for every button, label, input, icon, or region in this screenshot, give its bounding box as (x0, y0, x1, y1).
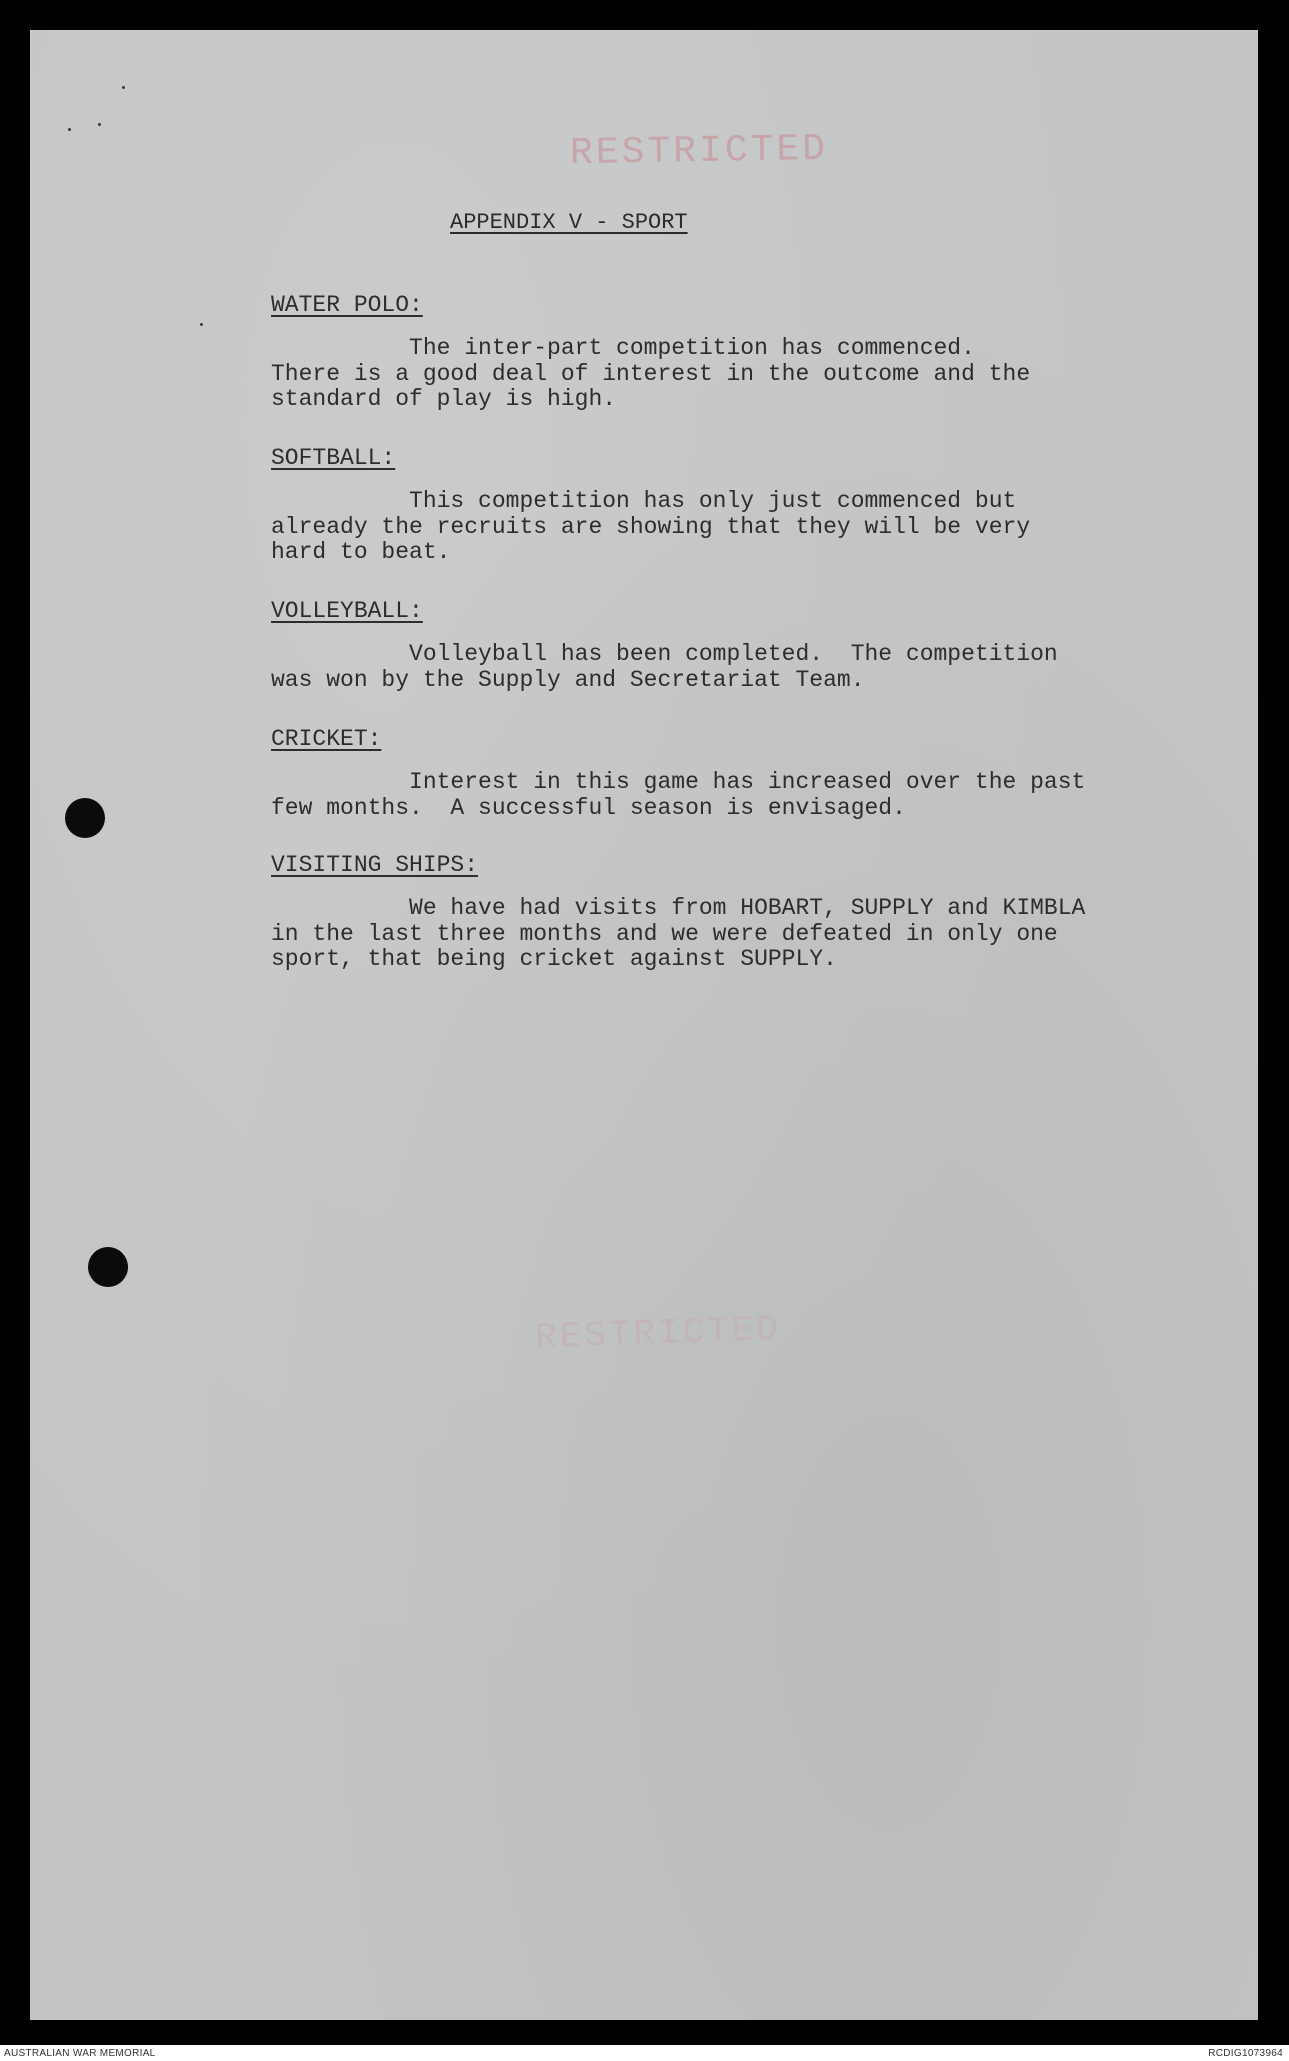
section-body: Volleyball has been completed. The competition was won by the Supply and Secretariat Team. (271, 641, 1058, 693)
archive-credit: AUSTRALIAN WAR MEMORIAL (4, 2048, 156, 2059)
section-heading: SOFTBALL: (271, 445, 396, 471)
section-heading: VOLLEYBALL: (271, 598, 423, 624)
section-heading: CRICKET: (271, 726, 382, 752)
paper-speck (68, 128, 71, 131)
section-heading: VISITING SHIPS: (271, 852, 479, 878)
paper-speck (200, 323, 203, 326)
restricted-stamp-bottom: RESTRICTED (534, 1308, 782, 1359)
page-title: APPENDIX V - SPORT (450, 210, 688, 235)
punch-hole-lower (88, 1247, 128, 1287)
archive-reference: RCDIG1073964 (1208, 2048, 1283, 2059)
section-body: This competition has only just commenced but already the recruits are showing that they will be very hard to beat. (271, 488, 1031, 565)
section-volleyball (271, 598, 1058, 693)
section-cricket (271, 726, 1085, 821)
section-body: The inter-part competition has commenced. There is a good deal of interest in the outcome and the standard of play is high. (271, 335, 1031, 412)
section-visiting-ships (271, 852, 1085, 973)
document-page (30, 30, 1258, 2020)
paper-speck (98, 123, 101, 126)
section-softball (271, 445, 1030, 566)
paper-speck (122, 86, 125, 89)
section-body: Interest in this game has increased over the past few months. A successful season is envisaged. (271, 769, 1086, 821)
section-heading: WATER POLO: (271, 292, 423, 318)
punch-hole-upper (65, 798, 105, 838)
section-body: We have had visits from HOBART, SUPPLY and KIMBLA in the last three months and we were defeated in only one sport, that being cricket against SUPPLY. (271, 895, 1086, 972)
restricted-stamp-top: RESTRICTED (569, 127, 829, 176)
section-water-polo (271, 292, 1030, 413)
